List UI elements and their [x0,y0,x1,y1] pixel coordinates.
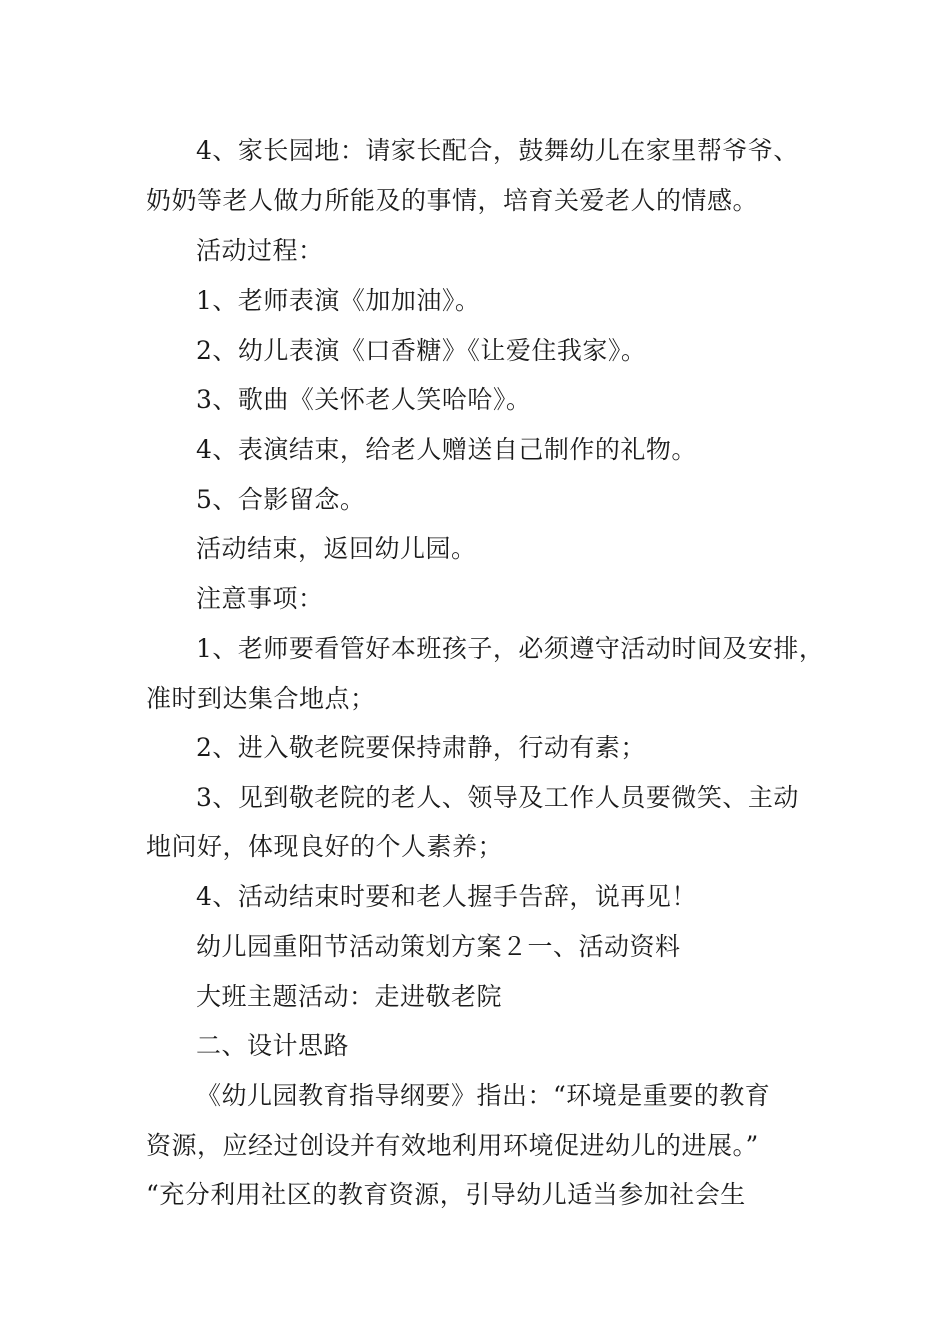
section-heading: 活动过程： [196,236,324,265]
list-item: 4、活动结束时要和老人握手告辞，说再见！ [196,882,697,911]
paragraph-line: 4、家长园地：请家长配合，鼓舞幼儿在家里帮爷爷、 [196,136,799,165]
list-item: 1、老师要看管好本班孩子，必须遵守活动时间及安排， [196,634,825,663]
list-item: 2、进入敬老院要保持肃静，行动有素； [196,733,646,762]
paragraph-line: 地问好，体现良好的个人素养； [146,832,504,861]
paragraph-line: 奶奶等老人做力所能及的事情，培育关爱老人的情感。 [146,186,759,215]
paragraph-line: 资源，应经过创设并有效地利用环境促进幼儿的进展。” [146,1131,759,1160]
paragraph-line: 活动结束，返回幼儿园。 [196,534,477,563]
list-item: 2、幼儿表演《口香糖》《让爱住我家》。 [196,336,647,365]
list-item: 1、老师表演《加加油》。 [196,286,481,315]
paragraph-line: 大班主题活动：走进敬老院 [196,982,503,1011]
list-item: 3、见到敬老院的老人、领导及工作人员要微笑、主动 [196,783,799,812]
section-heading: 注意事项： [196,584,324,613]
paragraph-line: “充分利用社区的教育资源，引导幼儿适当参加社会生 [146,1180,746,1209]
list-item: 5、合影留念。 [196,485,366,514]
list-item: 3、歌曲《关怀老人笑哈哈》。 [196,385,532,414]
section-heading: 幼儿园重阳节活动策划方案２一、活动资料 [196,932,681,961]
paragraph-line: 准时到达集合地点； [146,684,376,713]
paragraph-line: 《幼儿园教育指导纲要》指出：“环境是重要的教育 [196,1081,771,1110]
section-heading: 二、设计思路 [196,1031,350,1060]
list-item: 4、表演结束，给老人赠送自己制作的礼物。 [196,435,697,464]
